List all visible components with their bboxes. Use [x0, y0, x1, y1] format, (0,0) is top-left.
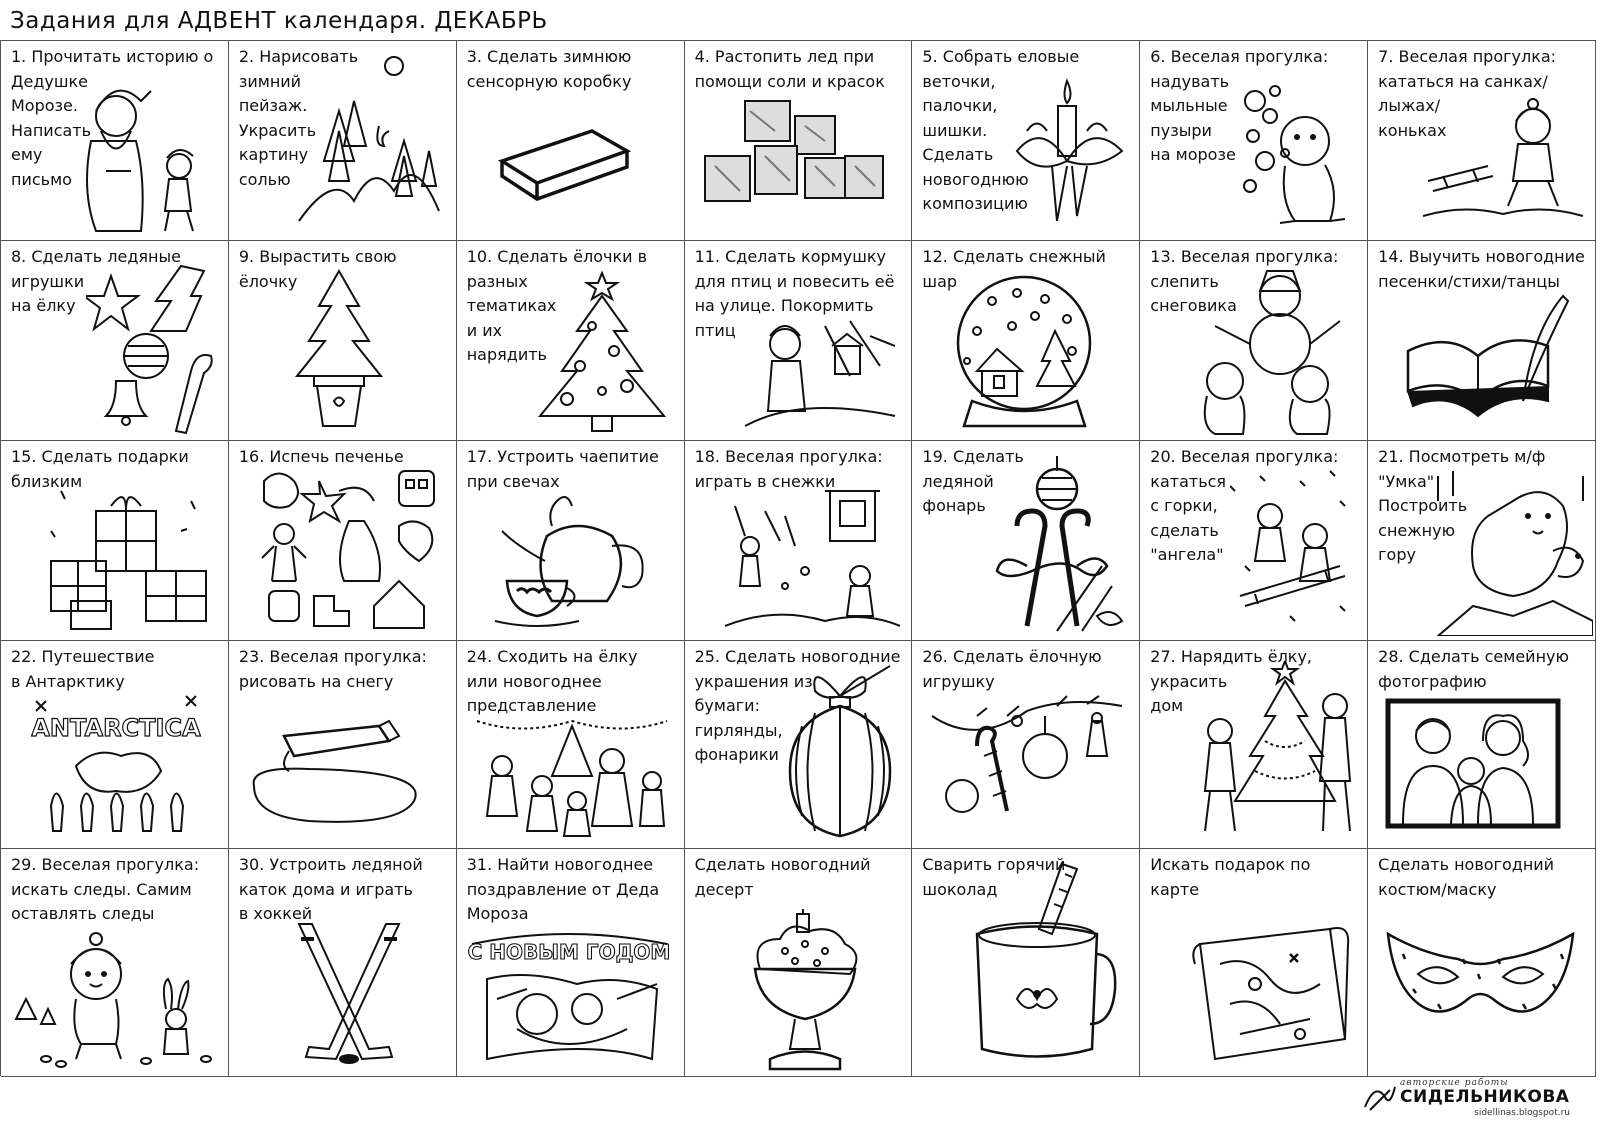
- task-text: 21. Посмотреть м/ф "Умка" Построить снежную гору: [1378, 447, 1546, 564]
- task-text: Сделать новогодний костюм/маску: [1378, 855, 1555, 899]
- family-photo-icon: [1383, 696, 1563, 831]
- calendar-cell-4: [685, 41, 913, 241]
- task-text: 28. Сделать семейную фотографию: [1378, 647, 1569, 691]
- calendar-cell-5: [912, 41, 1140, 241]
- calendar-cell-14: [1368, 241, 1596, 441]
- gift-boxes-icon: [41, 471, 216, 631]
- paint-tube-icon: [239, 711, 439, 831]
- garland-ornaments-icon: [927, 686, 1127, 831]
- new-year-card-icon: [467, 929, 672, 1069]
- task-text: 17. Устроить чаепитие при свечах: [466, 447, 659, 491]
- task-text: Сварить горячий шоколад: [922, 855, 1066, 899]
- antarctica-penguins-icon: [21, 686, 211, 836]
- task-text: Искать подарок по карте: [1150, 855, 1311, 899]
- snowball-fight-icon: [725, 486, 900, 631]
- book-quill-icon: [1398, 291, 1573, 421]
- author-logo: [1360, 1078, 1570, 1118]
- calendar-cell-9: [229, 241, 457, 441]
- calendar-cell-16: [229, 441, 457, 641]
- calendar-cell-6: [1140, 41, 1368, 241]
- task-text: 26. Сделать ёлочную игрушку: [922, 647, 1102, 691]
- snow-globe-icon: [947, 271, 1102, 431]
- calendar-cell-28: [1368, 641, 1596, 849]
- antarctica-artwork-text: ANTARCTICA: [31, 714, 201, 742]
- calendar-cell-18: [685, 441, 913, 641]
- calendar-cell-20: [1140, 441, 1368, 641]
- calendar-cell-30: [229, 849, 457, 1077]
- task-text: Сделать новогодний десерт: [694, 855, 871, 899]
- dessert-cup-icon: [745, 909, 865, 1074]
- task-text: 2. Нарисовать зимний пейзаж. Украсить картину солью: [238, 47, 359, 189]
- calendar-cell-3: [457, 41, 685, 241]
- calendar-cell-12: [912, 241, 1140, 441]
- calendar-cell-22: [1, 641, 229, 849]
- calendar-cell-24: [457, 641, 685, 849]
- calendar-cell-29: [1, 849, 229, 1077]
- calendar-cell-35: [1368, 849, 1596, 1077]
- task-text: 5. Собрать еловые веточки, палочки, шишки. Сделать новогоднюю композицию: [922, 47, 1080, 213]
- new-year-show-icon: [472, 706, 672, 841]
- calendar-cell-7: [1368, 41, 1596, 241]
- cookies-icon: [254, 466, 444, 631]
- calendar-cell-34: [1140, 849, 1368, 1077]
- treasure-map-icon: [1190, 924, 1355, 1064]
- sensory-box-icon: [497, 121, 637, 201]
- task-text: 25. Сделать новогодние украшения из бумаги: гирлянды, фонарики: [694, 647, 901, 764]
- calendar-cell-17: [457, 441, 685, 641]
- calendar-cell-32: [685, 849, 913, 1077]
- calendar-cell-21: [1368, 441, 1596, 641]
- task-text: 19. Сделать ледяной фонарь: [922, 447, 1024, 515]
- task-text: 16. Испечь печенье: [238, 447, 404, 466]
- calendar-cell-33: [912, 849, 1140, 1077]
- task-text: 4. Растопить лед при помощи соли и красок: [694, 47, 885, 91]
- page-title: Задания для АДВЕНТ календаря. ДЕКАБРЬ: [10, 8, 548, 34]
- task-text: 23. Веселая прогулка: рисовать на снегу: [238, 647, 427, 691]
- hockey-sticks-icon: [284, 919, 414, 1069]
- calendar-cell-11: [685, 241, 913, 441]
- calendar-cell-26: [912, 641, 1140, 849]
- task-text: 1. Прочитать историю о Дедушке Морозе. Написать ему письмо: [11, 47, 214, 189]
- task-text: 10. Сделать ёлочки в разных тематиках и их нарядить: [466, 247, 648, 364]
- calendar-cell-25: [685, 641, 913, 849]
- task-text: 13. Веселая прогулка: слепить снеговика: [1150, 247, 1339, 315]
- logo-name: СИДЕЛЬНИКОВА: [1400, 1087, 1570, 1107]
- task-text: 31. Найти новогоднее поздравление от Деда Мороза: [466, 855, 660, 923]
- task-text: 30. Устроить ледяной каток дома и играть в хоккей: [238, 855, 423, 923]
- child-footprints-icon: [6, 929, 216, 1069]
- calendar-cell-15: [1, 441, 229, 641]
- calendar-cell-31: [457, 849, 685, 1077]
- logo-url: sidellinas.blogspot.ru: [1474, 1108, 1570, 1118]
- calendar-cell-23: [229, 641, 457, 849]
- card-artwork-text: С НОВЫМ ГОДОМ: [467, 940, 671, 964]
- task-text: 6. Веселая прогулка: надувать мыльные пузыри на морозе: [1150, 47, 1329, 164]
- calendar-cell-2: [229, 41, 457, 241]
- task-text: 9. Вырастить свою ёлочку: [238, 247, 397, 291]
- calendar-cell-27: [1140, 641, 1368, 849]
- task-text: 29. Веселая прогулка: искать следы. Самим оставлять следы: [11, 855, 200, 923]
- calendar-cell-1: [1, 41, 229, 241]
- task-text: 24. Сходить на ёлку или новогоднее представление: [466, 647, 638, 715]
- task-text: 8. Сделать ледяные игрушки на ёлку: [11, 247, 181, 315]
- task-text: 12. Сделать снежный шар: [922, 247, 1106, 291]
- task-text: 22. Путешествие в Антарктику: [11, 647, 155, 691]
- calendar-cell-8: [1, 241, 229, 441]
- advent-calendar-grid: [0, 40, 1596, 1076]
- task-text: 15. Сделать подарки близким: [11, 447, 189, 491]
- task-text: 27. Нарядить ёлку, украсить дом: [1150, 647, 1313, 715]
- logo-mark-icon: [1360, 1082, 1398, 1112]
- calendar-cell-13: [1140, 241, 1368, 441]
- task-text: 11. Сделать кормушку для птиц и повесить её на улице. Покормить птиц: [694, 247, 895, 340]
- task-text: 7. Веселая прогулка: кататься на санках/ лыжах/ коньках: [1378, 47, 1557, 140]
- task-text: 14. Выучить новогодние песенки/стихи/танцы: [1378, 247, 1585, 291]
- logo-tagline: авторские работы: [1400, 1078, 1509, 1088]
- teapot-icon: [487, 486, 662, 631]
- ice-cubes-icon: [695, 96, 895, 216]
- task-text: 20. Веселая прогулка: кататься с горки, сделать "ангела": [1150, 447, 1339, 564]
- carnival-mask-icon: [1383, 929, 1578, 1039]
- calendar-cell-10: [457, 241, 685, 441]
- task-text: 3. Сделать зимнюю сенсорную коробку: [466, 47, 632, 91]
- calendar-cell-19: [912, 441, 1140, 641]
- task-text: 18. Веселая прогулка: играть в снежки: [694, 447, 883, 491]
